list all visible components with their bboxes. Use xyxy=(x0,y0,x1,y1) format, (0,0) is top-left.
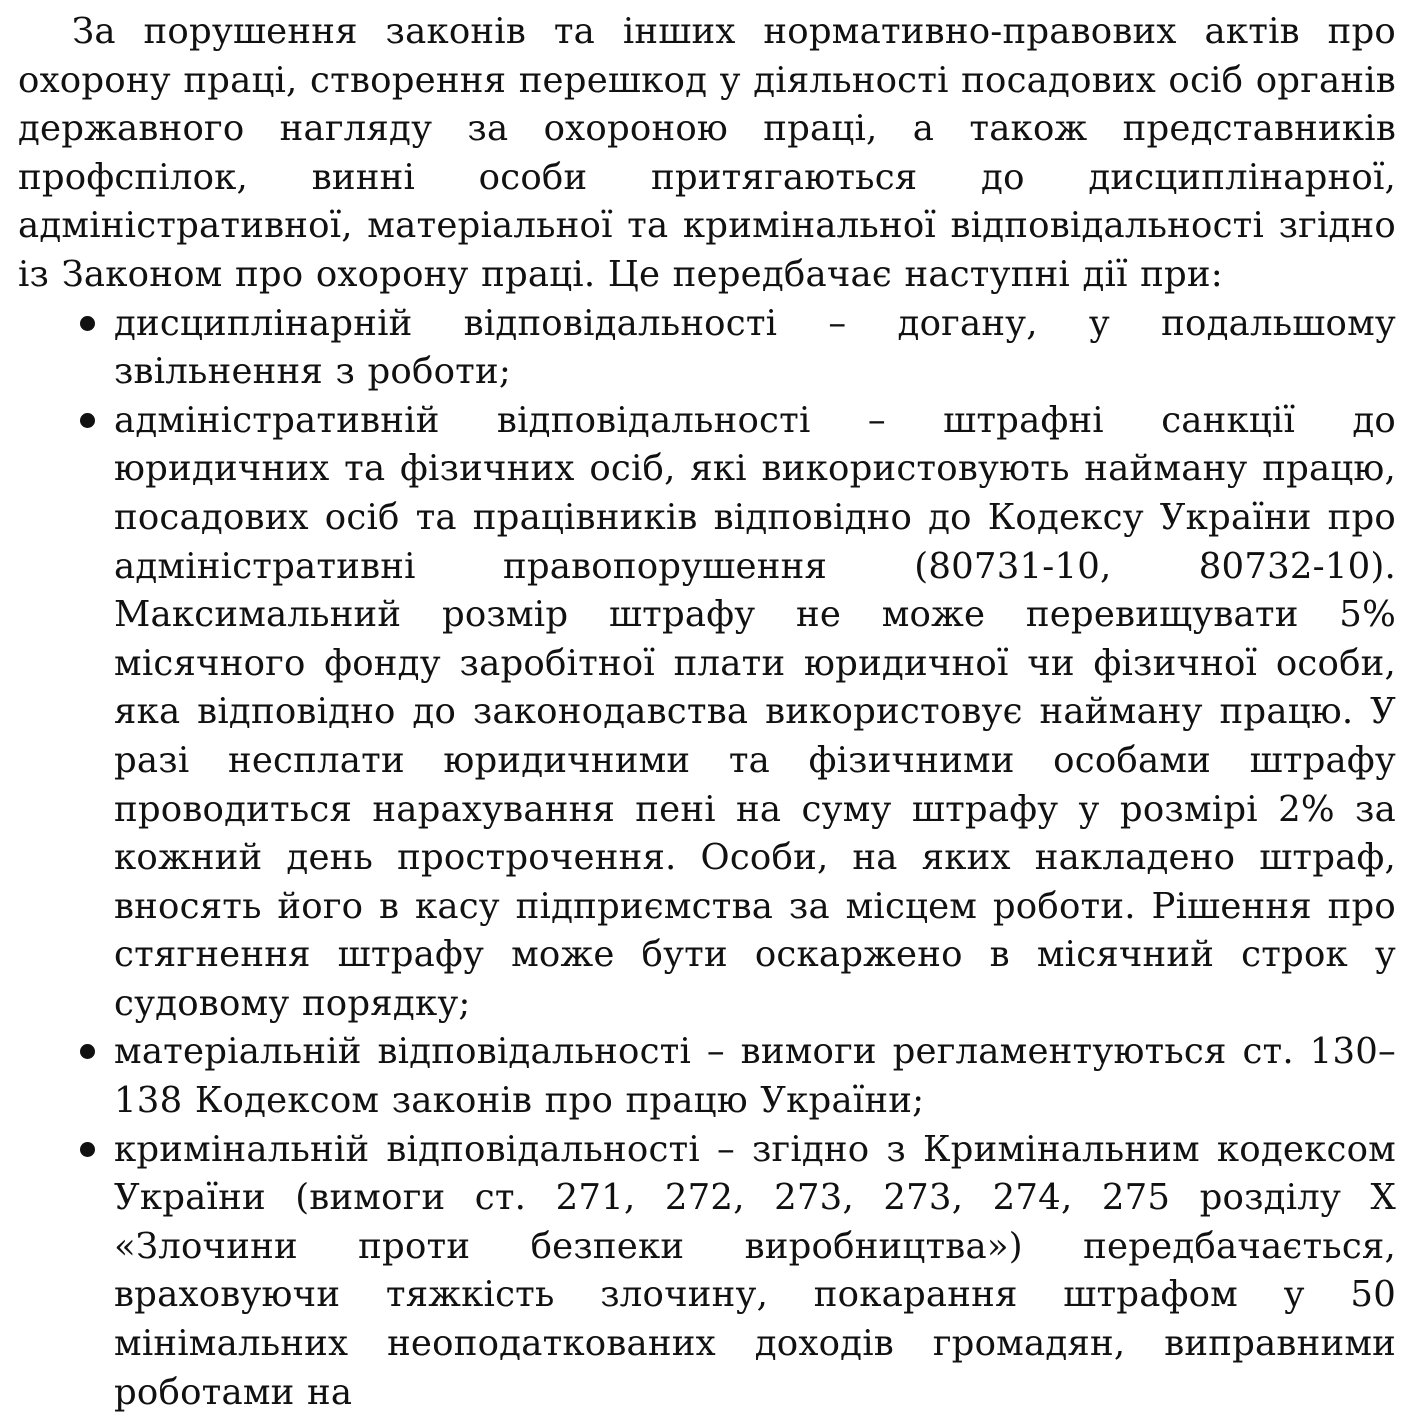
bullet-icon xyxy=(80,316,95,331)
list-item-text: матеріальній відповідальності – вимоги регламентуються ст. 130–138 Кодексом законів про працю України; xyxy=(114,1031,1396,1122)
list-item-text: адміністративній відповідальності – штрафні санкції до юридичних та фізичних осіб, які використовують найману працю, посадових осіб та працівників відповідно до Кодексу України про адміністративні правопорушення (80731-10, 80732-10). Максимальний розмір штрафу не може перевищувати 5% місячного фонду заробітної плати юридичної чи фізичної особи, яка відповідно до законодавства використовує найману працю. У разі несплати юридичними та фізичними особами штрафу проводиться нарахування пені на суму штрафу у розмірі 2% за кожний день прострочення. Особи, на яких накладено штраф, вносять його в касу підприємства за місцем роботи. Рішення про стягнення штрафу може бути оскаржено в місячний строк у судовому порядку; xyxy=(114,399,1396,1024)
document-page xyxy=(18,8,1396,1417)
list-item-text: дисциплінарній відповідальності – догану, у подальшому звільнення з роботи; xyxy=(114,302,1396,393)
list-item-administrative xyxy=(18,397,1396,1029)
bullet-icon xyxy=(80,413,95,428)
bullet-icon xyxy=(80,1142,95,1157)
list-item-disciplinary xyxy=(18,300,1396,397)
liability-list xyxy=(18,300,1396,1417)
list-item-criminal xyxy=(18,1126,1396,1417)
intro-paragraph: За порушення законів та інших нормативно-правових актів про охорону праці, створення перешкод у діяльності посадових осіб органів державного нагляду за охороною праці, а також представників профспілок, винні особи притягаються до дисциплінарної, адміністративної, матеріальної та кримінальної відповідальності згідно із Законом про охорону праці. Це передбачає наступні дії при: xyxy=(18,11,1396,295)
list-item-material xyxy=(18,1028,1396,1125)
list-item-text: кримінальній відповідальності – згідно з Кримінальним кодексом України (вимоги ст. 271, 272, 273, 273, 274, 275 розділу X «Злочини проти безпеки виробництва») передбачається, враховуючи тяжкість злочину, покарання штрафом у 50 мінімальних неоподаткованих доходів громадян, виправними роботами на xyxy=(114,1128,1396,1413)
bullet-icon xyxy=(80,1044,95,1059)
